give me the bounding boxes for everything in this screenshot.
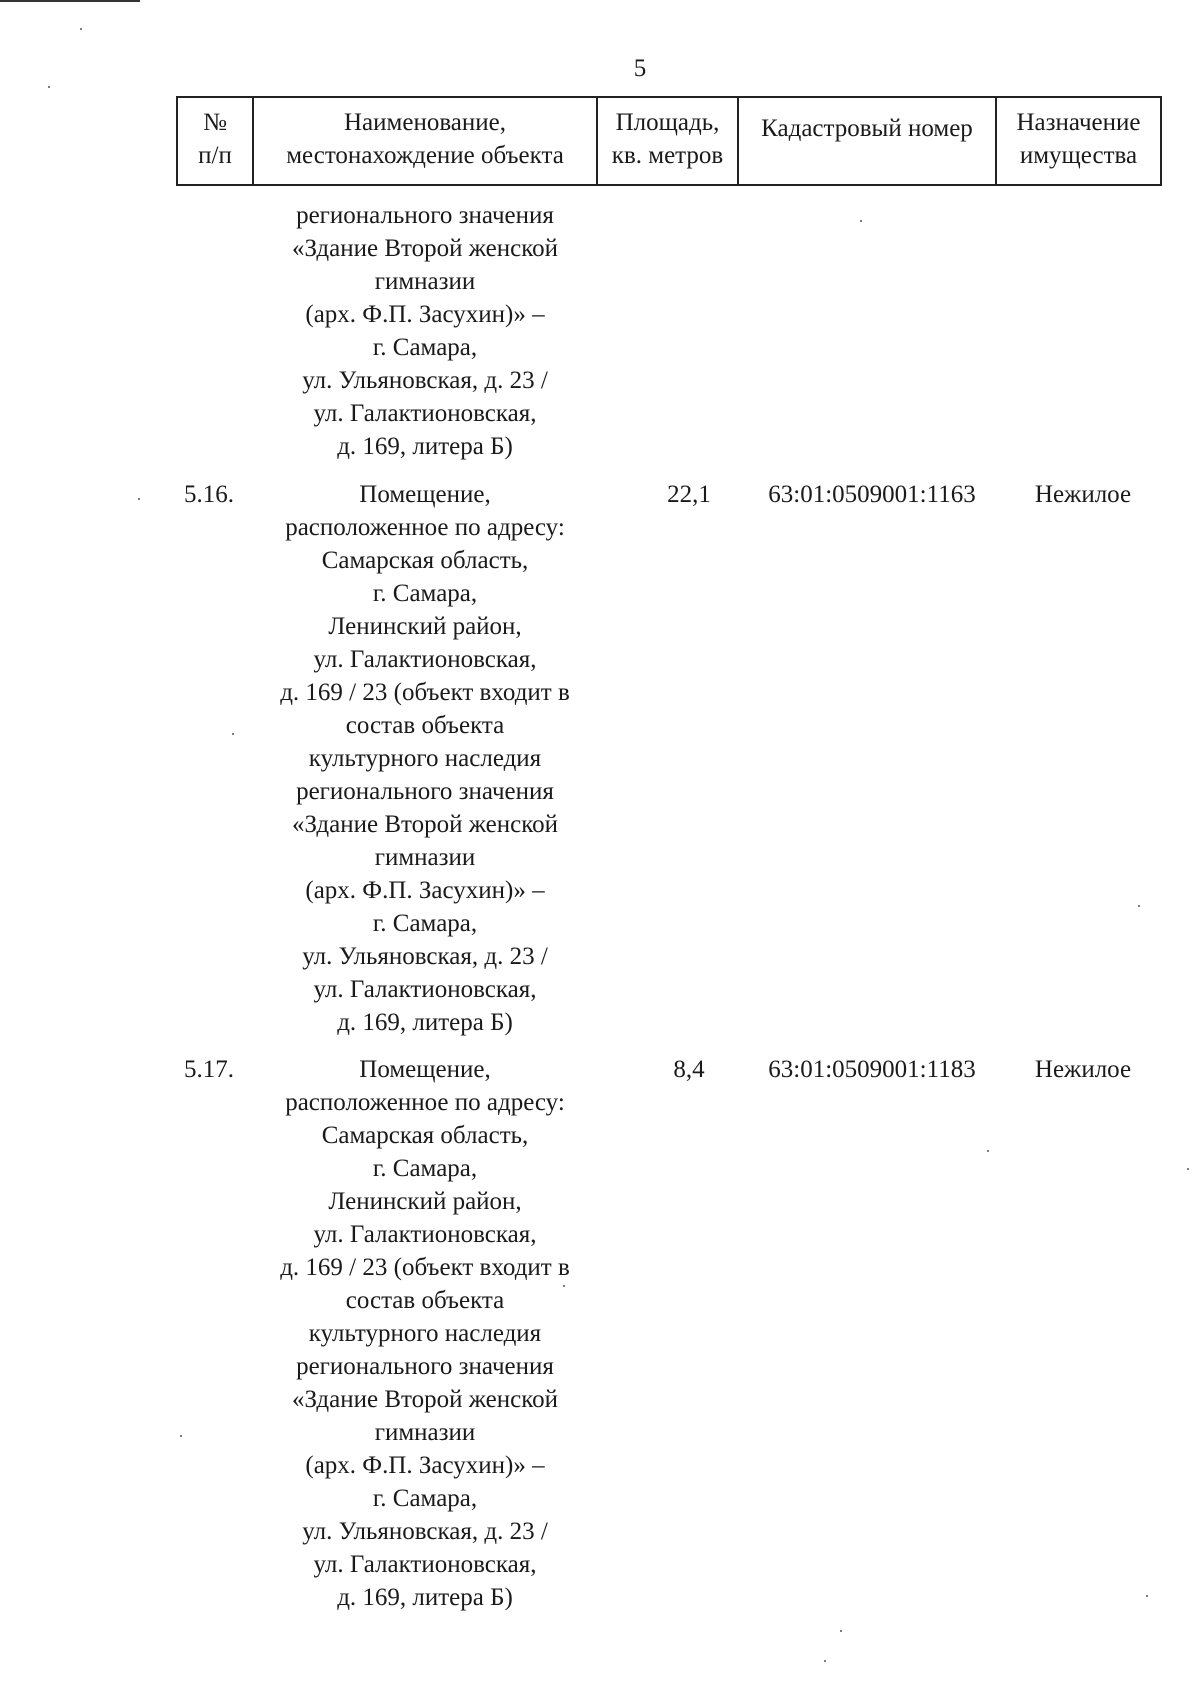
description-line: ул. Галактионовская, (313, 976, 537, 1003)
description-line: Помещение, (359, 481, 491, 508)
scan-speck (48, 86, 50, 88)
scan-speck (824, 1660, 826, 1662)
row-cadastral-number: 63:01:0509001:1183 (768, 1056, 976, 1083)
description-line: г. Самара, (372, 580, 478, 607)
description-line: ул. Ульяновская, д. 23 / (302, 1518, 548, 1545)
description-line: (арх. Ф.П. Засухин)» – (305, 1452, 545, 1479)
row-area: 22,1 (667, 481, 711, 508)
description-line: Ленинский район, (328, 1188, 522, 1215)
description-line: Помещение, (359, 1056, 491, 1083)
scan-speck (563, 1285, 565, 1287)
scan-speck (1138, 905, 1140, 907)
description-line: д. 169, литера Б) (337, 1584, 513, 1611)
description-line: регионального значения (296, 778, 554, 805)
description-line: г. Самара, (372, 334, 478, 361)
description-line: г. Самара, (372, 1485, 478, 1512)
header-area-column: Площадь, кв. метров (598, 98, 739, 184)
description-line: д. 169, литера Б) (337, 433, 513, 460)
scan-speck (840, 1630, 842, 1632)
description-line: расположенное по адресу: (285, 1089, 565, 1116)
description-line: регионального значения (296, 1353, 554, 1380)
header-name-column: Наименование, местонахождение объекта (254, 98, 598, 184)
description-line: культурного наследия (308, 745, 542, 772)
row-description (245, 478, 605, 1039)
scan-speck (180, 1435, 182, 1437)
description-line: состав объекта (345, 712, 505, 739)
scan-speck (80, 28, 82, 30)
row-area: 8,4 (673, 1056, 705, 1083)
description-line: Ленинский район, (328, 613, 522, 640)
continuation-description (245, 199, 605, 463)
header-number-column: № п/п (178, 98, 254, 184)
description-line: д. 169 / 23 (объект входит в (280, 679, 570, 706)
description-line: Самарская область, (321, 547, 529, 574)
description-line: г. Самара, (372, 910, 478, 937)
scan-speck (1187, 1168, 1189, 1170)
description-line: «Здание Второй женской (292, 1386, 558, 1413)
scan-speck (860, 220, 862, 222)
description-line: ул. Галактионовская, (313, 1221, 537, 1248)
page-number: 5 (633, 55, 647, 82)
description-line: ул. Ульяновская, д. 23 / (302, 367, 548, 394)
description-line: ул. Ульяновская, д. 23 / (302, 943, 548, 970)
description-line: (арх. Ф.П. Засухин)» – (305, 877, 545, 904)
scan-speck (232, 733, 234, 735)
description-line: Самарская область, (321, 1122, 529, 1149)
row-purpose: Нежилое (1034, 1056, 1132, 1083)
description-line: «Здание Второй женской (292, 235, 558, 262)
description-line: гимназии (374, 268, 476, 295)
description-line: регионального значения (296, 202, 554, 229)
row-description (245, 1053, 605, 1614)
row-purpose: Нежилое (1034, 481, 1132, 508)
description-line: гимназии (374, 844, 476, 871)
description-line: ул. Галактионовская, (313, 646, 537, 673)
scan-speck (138, 498, 140, 500)
description-line: д. 169 / 23 (объект входит в (280, 1254, 570, 1281)
header-purpose-column: Назначение имущества (1016, 109, 1141, 169)
row-cadastral-number: 63:01:0509001:1163 (768, 481, 976, 508)
row-number: 5.17. (184, 1056, 234, 1083)
scan-speck (987, 1150, 989, 1152)
scan-edge-line (0, 0, 140, 2)
description-line: гимназии (374, 1419, 476, 1446)
table-header (176, 96, 1162, 186)
description-line: д. 169, литера Б) (337, 1009, 513, 1036)
scan-speck (1146, 1595, 1148, 1597)
description-line: «Здание Второй женской (292, 811, 558, 838)
description-line: г. Самара, (372, 1155, 478, 1182)
description-line: ул. Галактионовская, (313, 400, 537, 427)
header-cadastral-column: Кадастровый номер (739, 98, 997, 184)
description-line: (арх. Ф.П. Засухин)» – (305, 301, 545, 328)
description-line: культурного наследия (308, 1320, 542, 1347)
row-number: 5.16. (184, 481, 234, 508)
description-line: состав объекта (345, 1287, 505, 1314)
description-line: расположенное по адресу: (285, 514, 565, 541)
description-line: ул. Галактионовская, (313, 1551, 537, 1578)
